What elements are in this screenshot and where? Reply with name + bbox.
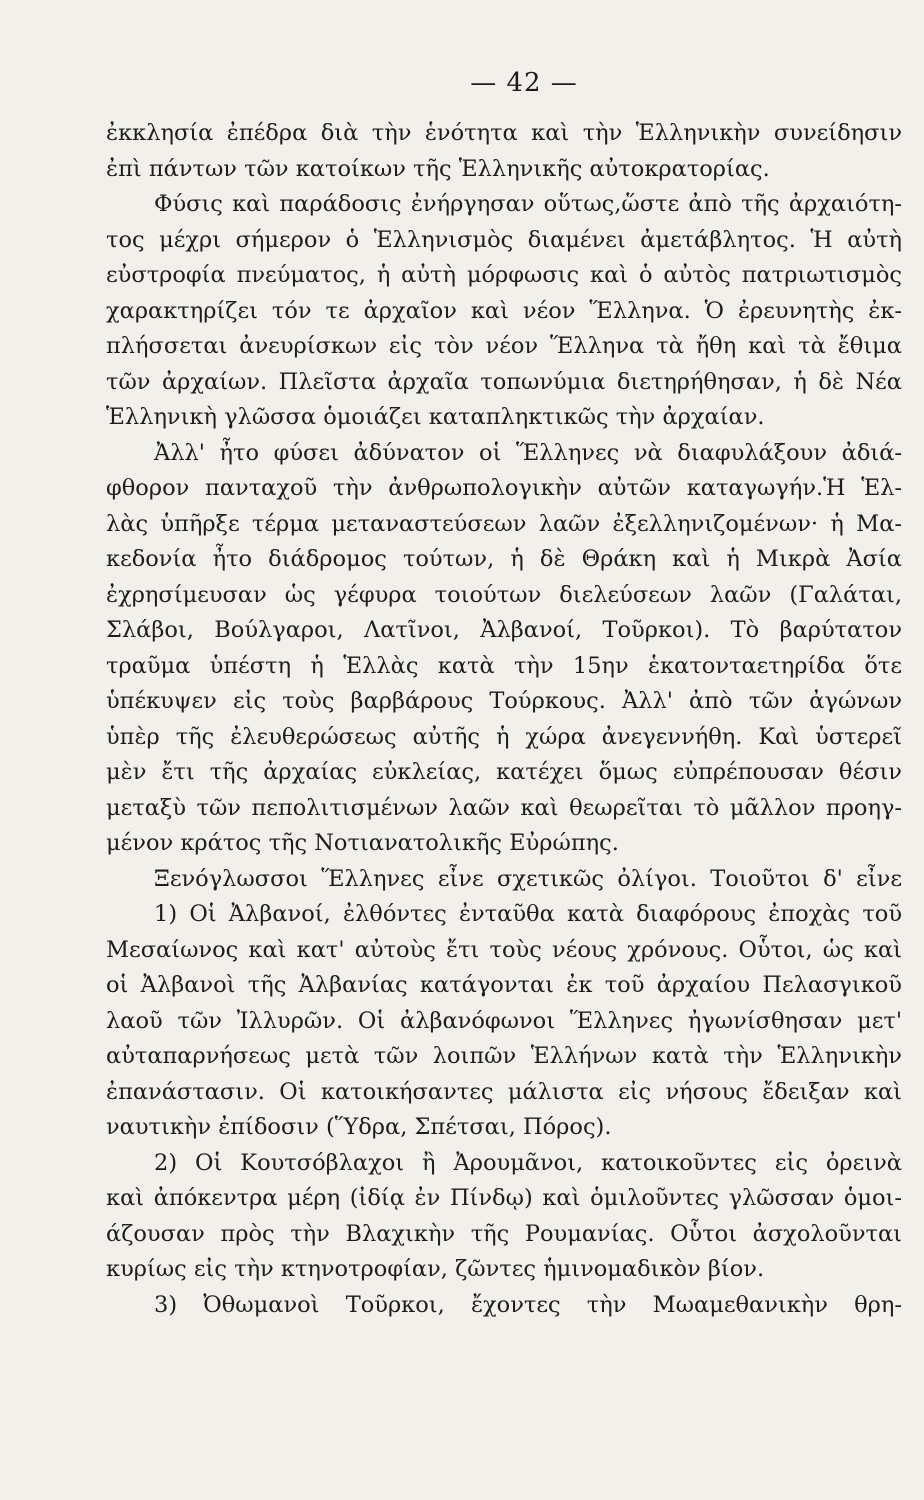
text-line: μεταξὺ τῶν πεπολιτισμένων λαῶν καὶ θεωρεῖται τὸ μᾶλλον προηγ- [106, 794, 902, 821]
text-line: Σλάβοι, Βούλγαροι, Λατῖνοι, Ἀλβανοί, Τοῦρκοι). Τὸ βαρύτατον [106, 617, 902, 643]
text-line: λὰς ὑπῆρξε τέρμα μεταναστεύσεων λαῶν ἐξελληνιζομένων· ἡ Μα- [106, 510, 902, 537]
text-line: οἱ Ἀλβανοὶ τῆς Ἀλβανίας κατάγονται ἐκ τοῦ ἀρχαίου Πελασγικοῦ [106, 972, 902, 998]
text-line: ἐχρησίμευσαν ὡς γέφυρα τοιούτων διελεύσεων λαῶν (Γαλάται, [106, 581, 902, 608]
text-line: εὐστροφία πνεύματος, ἡ αὐτὴ μόρφωσις καὶ ὁ αὐτὸς πατριωτισμὸς [106, 262, 902, 288]
text-line: ὑπὲρ τῆς ἐλευθερώσεως αὐτῆς ἡ χώρα ἀνεγεννήθη. Καὶ ὑστερεῖ [106, 723, 902, 750]
text-line: τος μέχρι σήμερον ὁ Ἑλληνισμὸς διαμένει ἀμετάβλητος. Ἡ αὐτὴ [106, 226, 902, 253]
text-line: Φύσις καὶ παράδοσις ἐνήργησαν οὕτως,ὥστε ἀπὸ τῆς ἀρχαιότη- [154, 191, 902, 217]
text-line: 1) Οἱ Ἀλβανοί, ἐλθόντες ἐνταῦθα κατὰ διαφόρους ἐποχὰς τοῦ [154, 901, 902, 927]
text-line: φθορον πανταχοῦ τὴν ἀνθρωπολογικὴν αὐτῶν καταγωγήν.Ἡ Ἑλ- [106, 475, 902, 501]
page-number: — 42 — [470, 68, 578, 98]
text-line: Ἑλληνικὴ γλῶσσα ὁμοιάζει καταπληκτικῶς τὴν ἀρχαίαν. [106, 404, 765, 430]
text-line: Μεσαίωνος καὶ κατ' αὐτοὺς ἔτι τοὺς νέους χρόνους. Οὗτοι, ὡς καὶ [106, 936, 902, 963]
text-line: ὑπέκυψεν εἰς τοὺς βαρβάρους Τούρκους. Ἀλλ' ἀπὸ τῶν ἀγώνων [106, 688, 902, 714]
text-line: Ἀλλ' ἦτο φύσει ἀδύνατον οἱ Ἕλληνες νὰ διαφυλάξουν ἀδιά- [154, 439, 902, 466]
text-line: ἐκκλησία ἐπέδρα διὰ τὴν ἑνότητα καὶ τὴν Ἑλληνικὴν συνείδησιν [106, 120, 902, 146]
text-line: κεδονία ἦτο διάδρομος τούτων, ἡ δὲ Θράκη καὶ ἡ Μικρὰ Ἀσία [106, 546, 902, 572]
text-line: άζουσαν πρὸς τὴν Βλαχικὴν τῆς Ρουμανίας. Οὗτοι ἀσχολοῦνται [106, 1220, 902, 1247]
text-line: 3) Ὀθωμανοὶ Τοῦρκοι, ἔχοντες τὴν Μωαμεθανικὴν θρη- [154, 1291, 902, 1318]
text-line: 2) Οἱ Κουτσόβλαχοι ἢ Ἀρουμᾶνοι, κατοικοῦντες εἰς ὀρεινὰ [154, 1149, 902, 1176]
text-line: αὐταπαρνήσεως μετὰ τῶν λοιπῶν Ἑλλήνων κατὰ τὴν Ἑλληνικὴν [106, 1043, 902, 1069]
text-line: μένον κράτος τῆς Νοτιανατολικῆς Εὐρώπης. [106, 830, 619, 856]
text-line: ἐπὶ πάντων τῶν κατοίκων τῆς Ἑλληνικῆς αὐτοκρατορίας. [106, 155, 770, 182]
text-line: κυρίως εἰς τὴν κτηνοτροφίαν, ζῶντες ἡμινομαδικὸν βίον. [106, 1256, 765, 1282]
text-line: πλήσσεται ἀνευρίσκων εἰς τὸν νέον Ἕλληνα τὰ ἤθη καὶ τὰ ἔθιμα [106, 333, 902, 359]
text-line: λαοῦ τῶν Ἰλλυρῶν. Οἱ ἀλβανόφωνοι Ἕλληνες ἠγωνίσθησαν μετ' [106, 1007, 902, 1034]
text-line: χαρακτηρίζει τόν τε ἀρχαῖον καὶ νέον Ἕλληνα. Ὁ ἐρευνητὴς ἐκ- [106, 297, 902, 324]
text-line: καὶ ἀπόκεντρα μέρη (ἰδίᾳ ἐν Πίνδῳ) καὶ ὁμιλοῦντες γλῶσσαν ὁμοι- [106, 1185, 902, 1211]
text-line: μὲν ἔτι τῆς ἀρχαίας εὐκλείας, κατέχει ὅμως εὐπρέπουσαν θέσιν [106, 759, 902, 785]
text-line: Ξενόγλωσσοι Ἕλληνες εἶνε σχετικῶς ὀλίγοι. Τοιοῦτοι δ' εἶνε [154, 865, 902, 892]
page-body-text [106, 116, 902, 1323]
text-line: ναυτικὴν ἐπίδοσιν (Ὕδρα, Σπέτσαι, Πόρος). [106, 1114, 612, 1140]
text-line: τῶν ἀρχαίων. Πλεῖστα ἀρχαῖα τοπωνύμια διετηρήθησαν, ἡ δὲ Νέα [106, 368, 902, 395]
text-line: ἐπανάστασιν. Οἱ κατοικήσαντες μάλιστα εἰς νήσους ἔδειξαν καὶ [106, 1078, 902, 1105]
text-line: τραῦμα ὑπέστη ἡ Ἑλλὰς κατὰ τὴν 15ην ἑκατονταετηρίδα ὅτε [106, 652, 902, 679]
